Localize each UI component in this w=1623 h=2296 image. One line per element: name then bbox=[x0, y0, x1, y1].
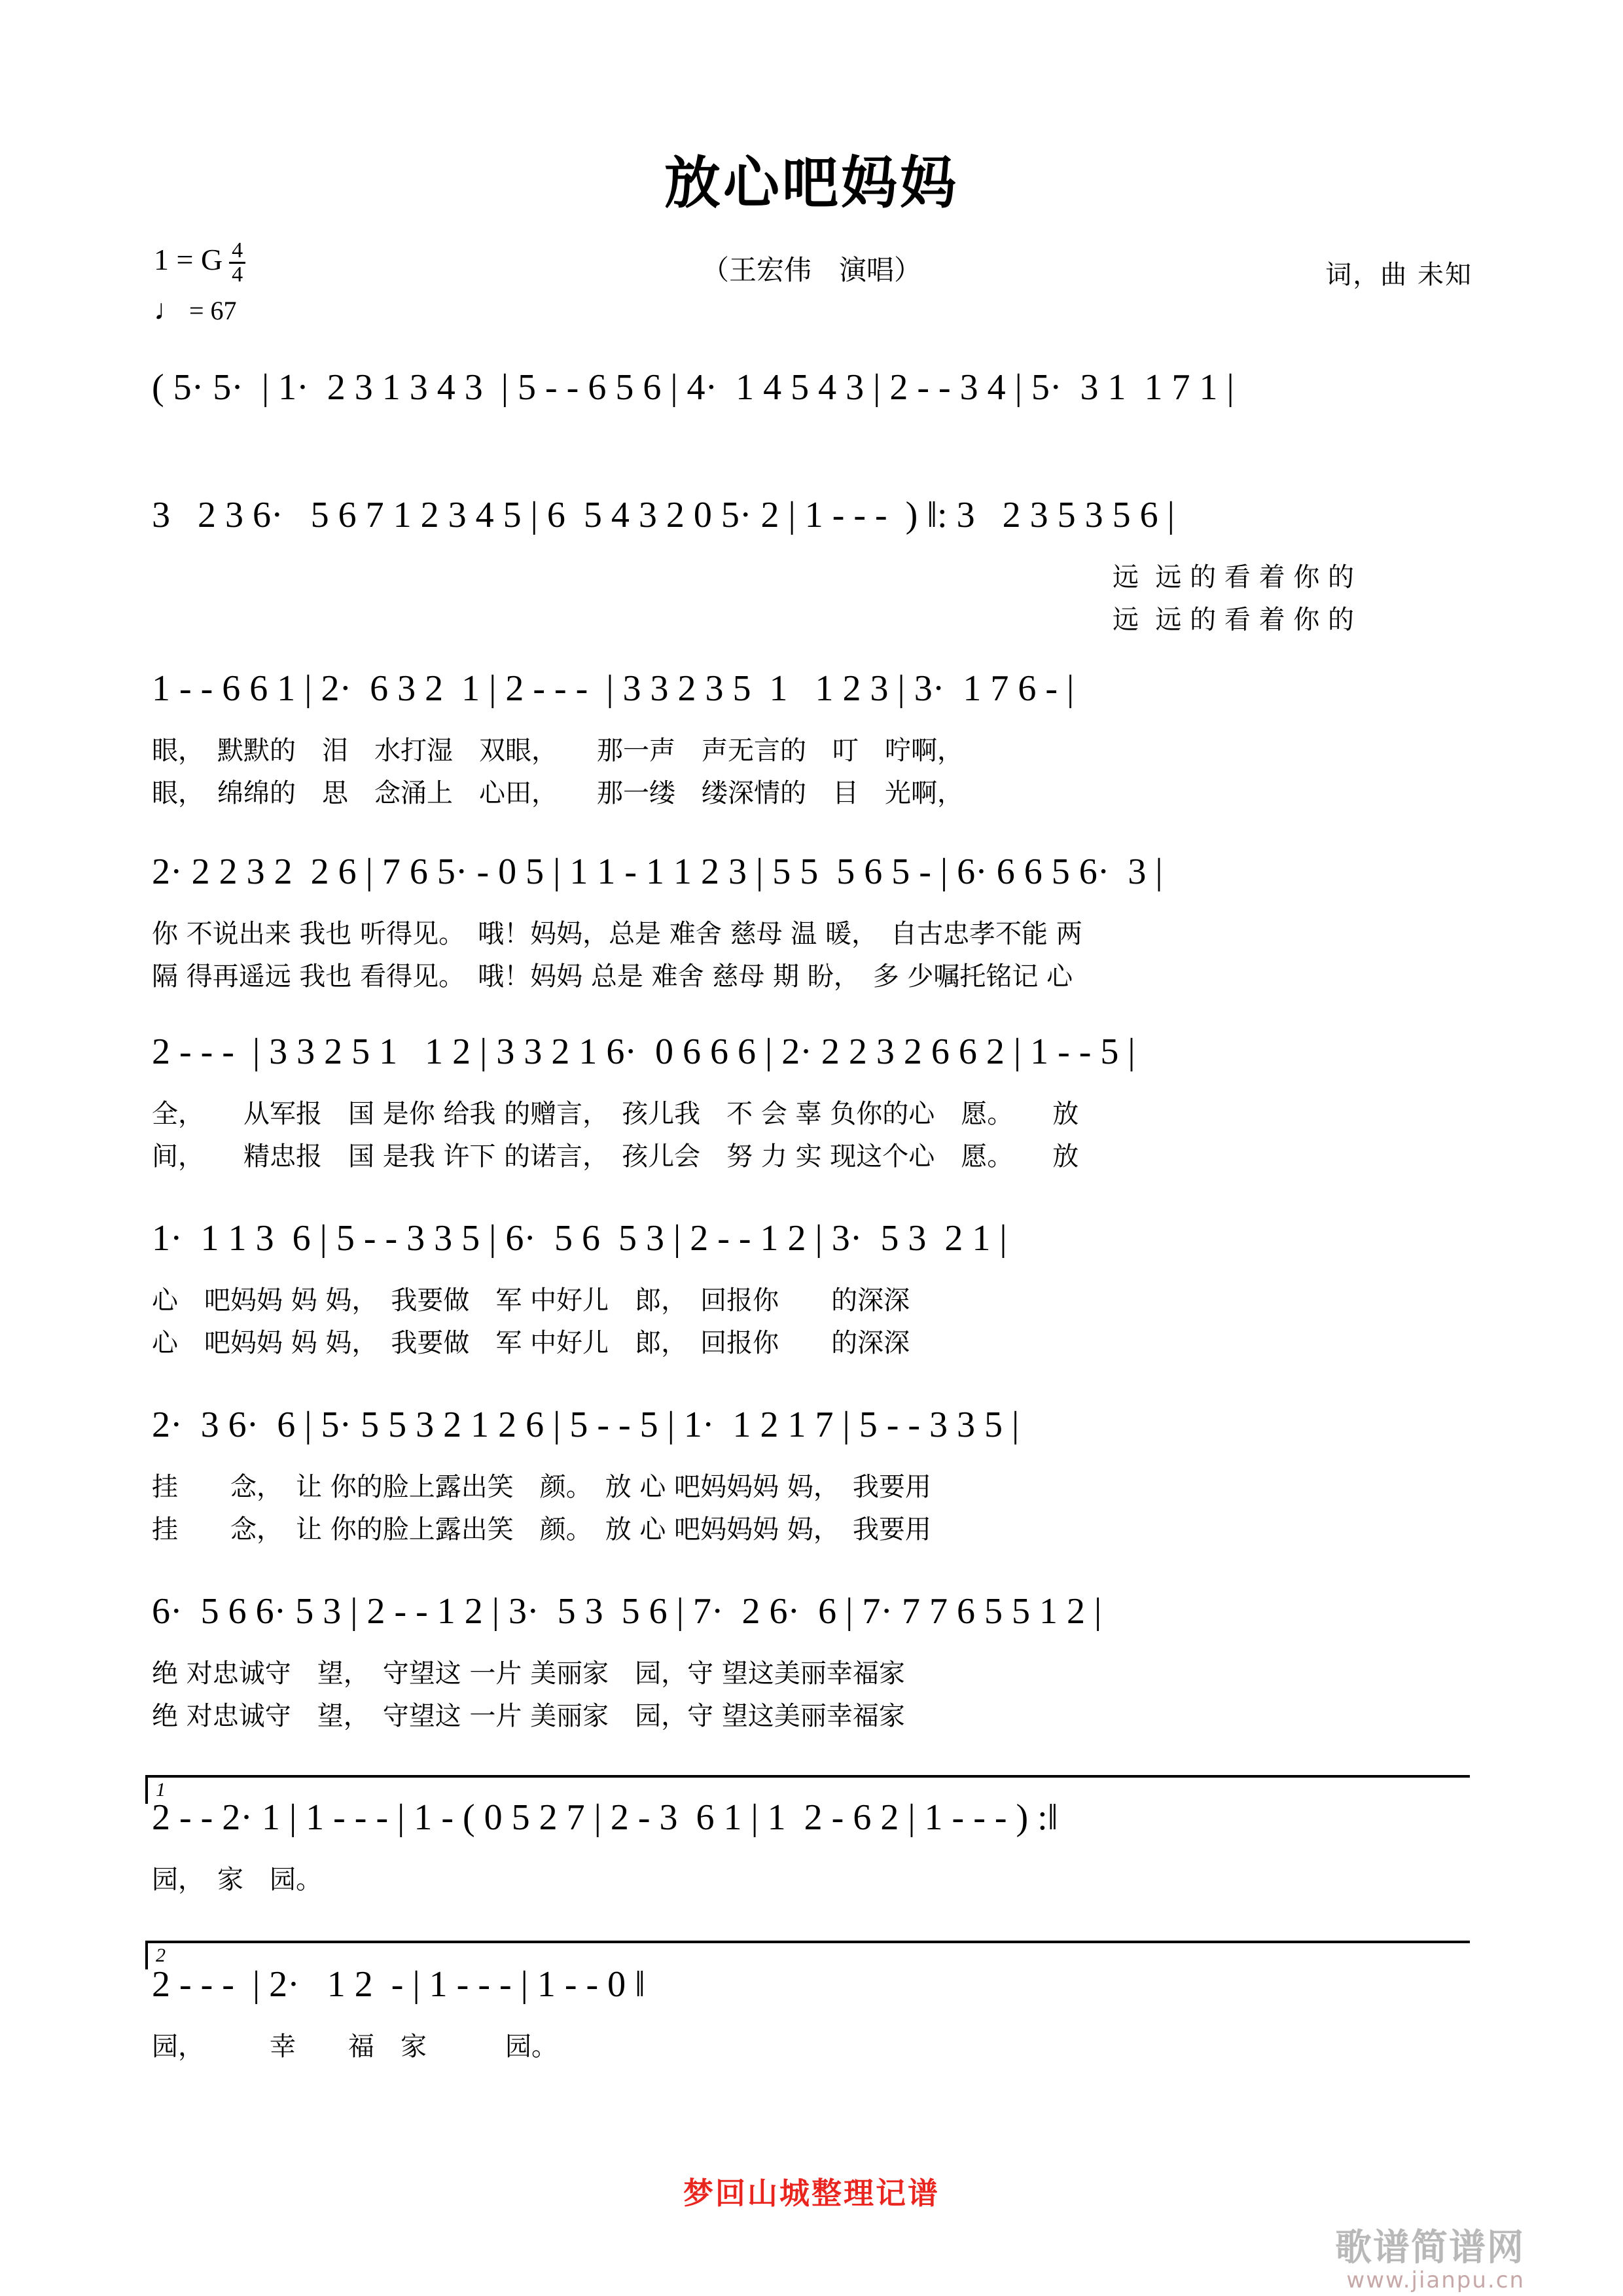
notes-line: 2· 3 6· 6 | 5· 5 5 3 2 1 2 6 | 5 - - 5 | 1· 1 2 1 7 | 5 - - 3 3 5 | bbox=[152, 1405, 1020, 1445]
notes-line: 2 - - - | 3 3 2 5 1 1 2 | 3 3 2 1 6· 0 6 6 6 | 2· 2 2 3 2 6 6 2 | 1 - - 5 | bbox=[152, 1031, 1135, 1072]
lyric-line-1: 眼， 默默的 泪 水打湿 双眼， 那一声 声无言的 叮 咛啊， bbox=[152, 736, 963, 766]
quarter-note-icon: ♩ bbox=[154, 294, 183, 326]
watermark-site-name: 歌谱简谱网 bbox=[1335, 2227, 1525, 2269]
watermark-url: www.jianpu.cn bbox=[1346, 2267, 1525, 2293]
notes-line: ( 5· 5· | 1· 2 3 1 3 4 3 | 5 - - 6 5 6 | 4· 1 4 5 4 3 | 2 - - 3 4 | 5· 3 1 1 7 1 | bbox=[152, 367, 1234, 408]
lyric-line-1: 园， 家 园。 bbox=[152, 1865, 322, 1895]
lyric-line-1: 挂 念， 让 你的脸上露出笑 颜。 放 心 吧妈妈妈 妈， 我要用 bbox=[152, 1472, 931, 1502]
notes-line: 3 2 3 6· 5 6 7 1 2 3 4 5 | 6 5 4 3 2 0 5· 2 | 1 - - - ) ‖: 3 2 3 5 3 5 6 | bbox=[152, 495, 1175, 535]
tempo-marking bbox=[154, 293, 237, 327]
composer-credit: 词，曲 未知 bbox=[1325, 260, 1472, 290]
watermark bbox=[1335, 2219, 1525, 2293]
lyric-line-1: 你 不说出来 我也 听得见。 哦！妈妈，总是 难舍 慈母 温 暖， 自古忠孝不能 两 bbox=[152, 919, 1082, 949]
tempo-value: = 67 bbox=[189, 296, 237, 325]
lyric-line-1: 绝 对忠诚守 望， 守望这 一片 美丽家 园，守 望这美丽幸福家 bbox=[152, 1659, 905, 1689]
lyric-line-2: 远 远 的 看 着 你 的 bbox=[1113, 605, 1355, 635]
notes-line: 1 - - 6 6 1 | 2· 6 3 2 1 | 2 - - - | 3 3 2 3 5 1 1 2 3 | 3· 1 7 6 - | bbox=[152, 668, 1075, 709]
time-signature-numerator: 4 bbox=[229, 240, 245, 264]
lyric-line-1: 园， 幸 福 家 园。 bbox=[152, 2032, 558, 2062]
volta-number: 1 bbox=[156, 1779, 166, 1801]
notes-line: 2· 2 2 3 2 2 6 | 7 6 5· - 0 5 | 1 1 - 1 1 2 3 | 5 5 5 6 5 - | 6· 6 6 5 6· 3 | bbox=[152, 852, 1163, 892]
lyric-line-2: 眼， 绵绵的 思 念涌上 心田， 那一缕 缕深情的 目 光啊， bbox=[152, 778, 963, 808]
time-signature-denominator: 4 bbox=[232, 262, 243, 287]
transcription-credit: 梦回山城整理记谱 bbox=[683, 2176, 940, 2211]
lyric-line-1: 心 吧妈妈 妈 妈， 我要做 军 中好儿 郎， 回报你 的深深 bbox=[152, 1285, 910, 1316]
lyric-line-2: 挂 念， 让 你的脸上露出笑 颜。 放 心 吧妈妈妈 妈， 我要用 bbox=[152, 1515, 931, 1545]
lyric-line-2: 隔 得再遥远 我也 看得见。 哦！妈妈 总是 难舍 慈母 期 盼， 多 少嘱托铭记 心 bbox=[152, 961, 1073, 992]
singer-credit: （王宏伟 演唱） bbox=[701, 254, 921, 286]
notes-line: 2 - - - | 2· 1 2 - | 1 - - - | 1 - - 0 ‖ bbox=[152, 1964, 645, 2005]
lyric-line-1: 远 远 的 看 着 你 的 bbox=[1113, 562, 1355, 592]
notes-line: 1· 1 1 3 6 | 5 - - 3 3 5 | 6· 5 6 5 3 | 2 - - 1 2 | 3· 5 3 2 1 | bbox=[152, 1218, 1007, 1259]
volta-number: 2 bbox=[156, 1945, 166, 1966]
page-title: 放心吧妈妈 bbox=[664, 151, 959, 216]
lyric-line-2: 间， 精忠报 国 是我 许下 的诺言， 孩儿会 努 力 实 现这个心 愿。 放 bbox=[152, 1141, 1079, 1172]
notes-line: 6· 5 6 6· 5 3 | 2 - - 1 2 | 3· 5 3 5 6 | 7· 2 6· 6 | 7· 7 7 6 5 5 1 2 | bbox=[152, 1591, 1102, 1632]
lyric-line-2: 心 吧妈妈 妈 妈， 我要做 军 中好儿 郎， 回报你 的深深 bbox=[152, 1328, 910, 1358]
key-signature-label: 1 = G bbox=[154, 243, 223, 276]
lyric-line-2: 绝 对忠诚守 望， 守望这 一片 美丽家 园，守 望这美丽幸福家 bbox=[152, 1701, 905, 1731]
lyric-line-1: 全， 从军报 国 是你 给我 的赠言， 孩儿我 不 会 辜 负你的心 愿。 放 bbox=[152, 1099, 1079, 1129]
notes-line: 2 - - 2· 1 | 1 - - - | 1 - ( 0 5 2 7 | 2 - 3 6 1 | 1 2 - 6 2 | 1 - - - ) :‖ bbox=[152, 1797, 1058, 1838]
